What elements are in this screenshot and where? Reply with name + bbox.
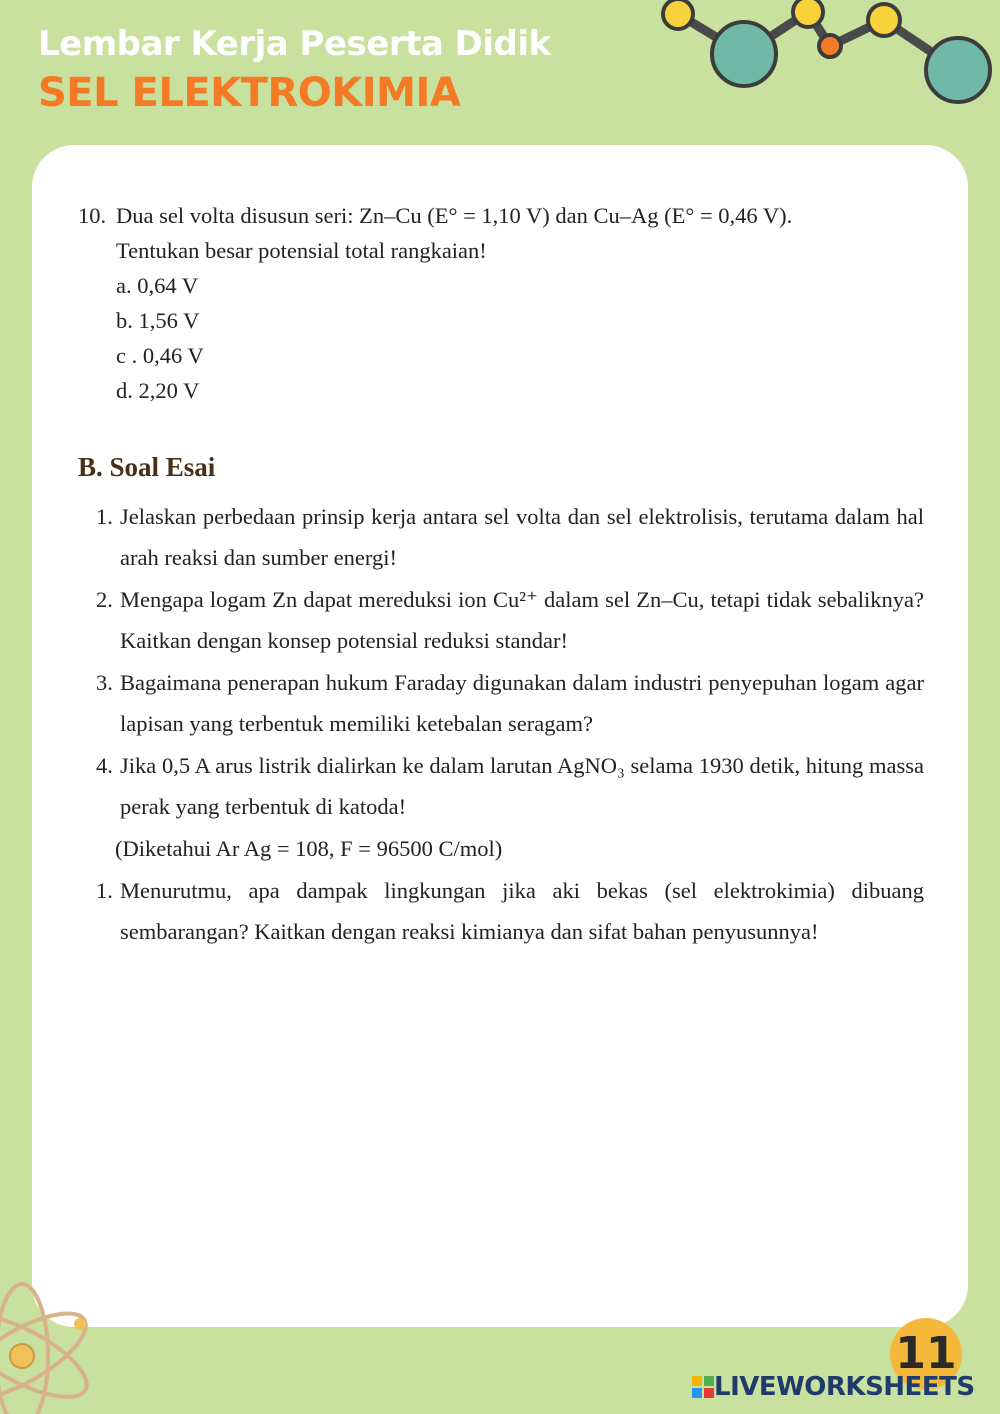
essay-question-2 — [96, 579, 924, 661]
essay-questions — [96, 496, 924, 953]
essay-number: 4. — [96, 753, 113, 778]
option-d[interactable]: d. 2,20 V — [116, 378, 200, 403]
option-b[interactable]: b. 1,56 V — [116, 308, 200, 333]
header-title: Lembar Kerja Peserta Didik — [38, 24, 551, 64]
essay-text: Menurutmu, apa dampak lingkungan jika aki bekas (sel elektrokimia) dibuang sembarangan? Kaitkan dengan reaksi kimianya dan sifat bahan penyusunnya! — [120, 878, 924, 944]
essay-number: 1. — [96, 878, 113, 903]
question-10 — [78, 198, 938, 408]
option-c[interactable]: c . 0,46 V — [116, 343, 204, 368]
essay-question-1 — [96, 496, 924, 578]
question-10-stem — [78, 198, 938, 233]
liveworksheets-text: LIVEWORKSHEETS — [714, 1372, 975, 1402]
section-b-heading: B. Soal Esai — [78, 452, 216, 482]
essay-text: Mengapa logam Zn dapat mereduksi ion Cu²⁺ dalam sel Zn–Cu, tetapi tidak sebaliknya? Kaitkan dengan konsep potensial reduksi standar! — [120, 587, 924, 653]
question-number: 10. — [78, 203, 107, 228]
essay-text: Jika 0,5 A arus listrik dialirkan ke dalam larutan AgNO₃ selama 1930 detik, hitung massa perak yang terbentuk di katoda! — [120, 753, 924, 819]
essay-question-3 — [96, 662, 924, 744]
question-text-continued: Tentukan besar potensial total rangkaian! — [116, 238, 487, 263]
essay-number: 3. — [96, 670, 113, 695]
question-text: Dua sel volta disusun seri: Zn–Cu (E° = 1,10 V) dan Cu–Ag (E° = 0,46 V). — [116, 203, 793, 228]
essay-text: Bagaimana penerapan hukum Faraday digunakan dalam industri penyepuhan logam agar lapisan yang terbentuk memiliki ketebalan seragam? — [120, 670, 924, 736]
molecule-icon — [640, 0, 1000, 110]
atom-icon — [0, 1264, 110, 1414]
essay-number: 1. — [96, 504, 113, 529]
liveworksheets-brand[interactable] — [692, 1372, 975, 1402]
essay-number: 2. — [96, 587, 113, 612]
header-subtitle: SEL ELEKTROKIMIA — [38, 70, 461, 116]
essay-text: Jelaskan perbedaan prinsip kerja antara sel volta dan sel elektrolisis, terutama dalam hal arah reaksi dan sumber energi! — [120, 504, 924, 570]
essay-question-5 — [96, 870, 924, 952]
option-a[interactable]: a. 0,64 V — [116, 273, 199, 298]
essay-note: (Diketahui Ar Ag = 108, F = 96500 C/mol) — [115, 836, 503, 861]
page-number: 11 — [890, 1318, 962, 1390]
liveworksheets-logo-icon — [692, 1376, 714, 1398]
essay-question-4 — [96, 745, 924, 827]
